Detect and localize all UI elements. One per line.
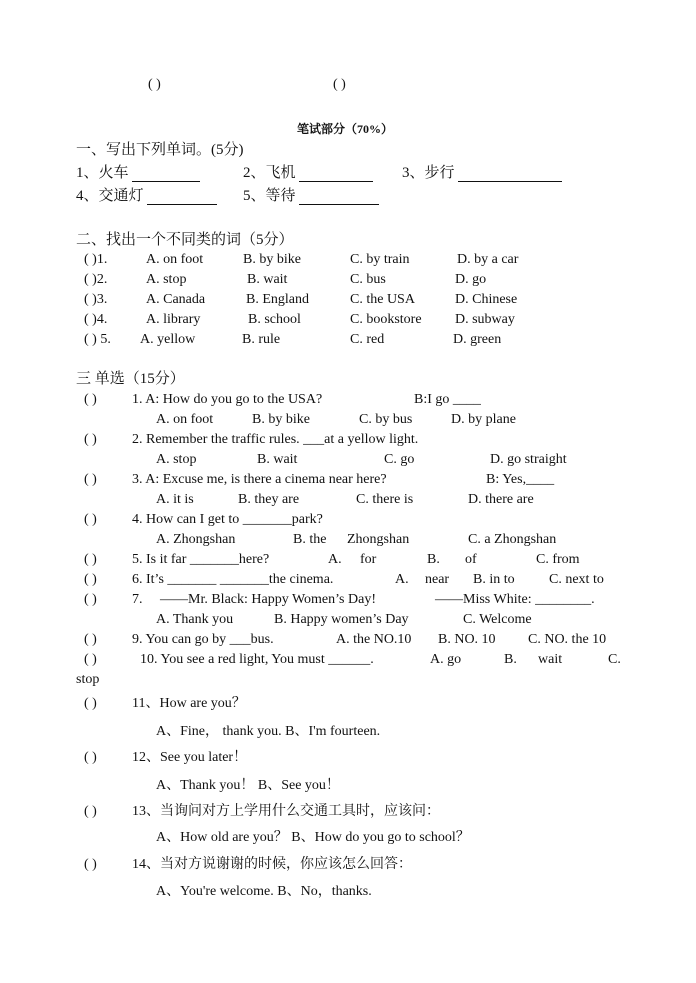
option-a-text: for [360,552,377,567]
option-b: B. [504,652,517,667]
answer-paren[interactable]: ( ) [84,432,97,447]
written-part-title: 笔试部分（70%） [297,122,394,136]
question-text: 14、当对方说谢谢的时候，你应该怎么回答： [132,857,412,872]
row-number[interactable]: ( )1. [84,252,108,267]
option-a: A. on foot [156,412,214,427]
answer-paren[interactable]: ( ) [84,750,97,765]
answer-paren[interactable]: ( ) [84,512,97,527]
question-13-options: A、How old are you？ B、How do you go to school？ [156,830,470,845]
answer-blank-2[interactable] [299,167,373,182]
option-a: A. [395,572,409,587]
answer-paren[interactable]: ( ) [84,472,97,487]
option-a: A. Zhongshan [156,532,236,547]
question-14 [84,856,644,874]
option-a: A. the NO.10 [336,632,412,647]
section2-row-2 [84,271,644,289]
question-12 [84,749,644,767]
option-b-cont: Zhongshan [347,532,410,547]
question-2 [84,431,644,449]
option-d: D. by plane [451,412,516,427]
question-text: 13、当询问对方上学用什么交通工具时，应该问： [132,804,440,819]
option-d: D. green [453,332,502,347]
option-a: A. stop [156,452,197,467]
option-b: B. in to [473,572,515,587]
option-c: C. next to [549,572,604,587]
question-text: 11、How are you？ [132,696,246,711]
question-text: 4. How can I get to _______park? [132,512,323,527]
answer-blank-4[interactable] [147,190,217,205]
question-number: 7. [132,592,143,607]
option-c: C. bookstore [350,312,422,327]
answer-blank-1[interactable] [132,167,200,182]
question-4-options [156,531,636,549]
question-1 [84,391,644,409]
section1-title: 一、写出下列单词。(5分) [76,142,244,158]
option-c: C. a Zhongshan [468,532,557,547]
option-d: D. go straight [490,452,567,467]
word-item-1: 1、火车 [76,165,129,181]
question-3 [84,471,644,489]
question-6 [84,571,644,589]
option-c: C. go [384,452,415,467]
answer-blank-3[interactable] [458,167,562,182]
option-c: C. there is [356,492,414,507]
question-12-options: A、Thank you！ B、See you！ [156,778,340,793]
option-a: A. yellow [140,332,196,347]
question-5 [84,551,644,569]
answer-paren[interactable]: ( ) [84,632,97,647]
answer-paren[interactable]: ( ) [84,857,97,872]
answer-paren[interactable]: ( ) [84,592,97,607]
option-b: B. school [248,312,301,327]
word-item-2: 2、飞机 [243,165,296,181]
row-number[interactable]: ( )2. [84,272,108,287]
question-9 [84,631,644,649]
question-text: 5. Is it far _______here? [132,552,270,567]
question-text: 12、See you later！ [132,750,248,765]
question-7-options [156,611,636,629]
option-a: A. [328,552,342,567]
option-d: D. Chinese [455,292,518,307]
option-b: B. the [293,532,327,547]
option-b: B. Happy women’s Day [274,612,409,627]
option-b: B. rule [242,332,281,347]
row-number[interactable]: ( )3. [84,292,108,307]
option-b: B. wait [257,452,298,467]
option-d: D. go [455,272,487,287]
option-b-text: wait [538,652,563,667]
option-a: A. on foot [146,252,204,267]
option-d: D. there are [468,492,534,507]
section2-row-3 [84,291,644,309]
answer-paren[interactable]: ( ) [84,392,97,407]
option-b: B. [427,552,440,567]
option-a: A. Canada [146,292,206,307]
answer-paren[interactable]: ( ) [84,552,97,567]
row-number[interactable]: ( )4. [84,312,108,327]
question-11-options: A、Fine， thank you. B、I'm fourteen. [156,724,381,739]
option-b: B. by bike [243,252,301,267]
word-item-5: 5、等待 [243,188,296,204]
option-b: B. wait [247,272,288,287]
word-item-3: 3、步行 [402,165,455,181]
answer-blank-5[interactable] [299,190,379,205]
question-response: B: Yes,____ [486,472,555,487]
section1-row2 [76,187,676,207]
answer-paren[interactable]: ( ) [84,652,97,667]
question-4 [84,511,644,529]
question-7 [84,591,644,609]
section1-row1 [76,164,676,184]
option-a: A. go [430,652,462,667]
option-b-text: of [465,552,477,567]
option-a: A. stop [146,272,187,287]
option-d: D. subway [455,312,515,327]
question-3-options [156,491,636,509]
option-c: C. by train [350,252,410,267]
option-d: D. by a car [457,252,519,267]
word-item-4: 4、交通灯 [76,188,144,204]
option-c: C. from [536,552,580,567]
option-c: C. by bus [359,412,413,427]
answer-paren[interactable]: ( ) [84,804,97,819]
question-14-options: A、You're welcome. B、No，thanks. [156,884,372,899]
dialogue-line-a: ——Mr. Black: Happy Women’s Day! [160,592,376,607]
question-2-options [156,451,636,469]
option-c: C. red [350,332,385,347]
section2-row-1 [84,251,644,269]
question-text: 2. Remember the traffic rules. ___at a yellow light. [132,432,419,447]
option-a: A. library [146,312,201,327]
dialogue-line-b: ——Miss White: ________. [435,592,595,607]
question-10 [84,651,644,669]
section2-row-5 [84,331,644,349]
question-text: 10. You see a red light, You must ______. [140,652,374,667]
option-b: B. they are [238,492,300,507]
question-response: B:I go ____ [414,392,481,407]
option-a: A. it is [156,492,194,507]
section2-title: 二、找出一个不同类的词（5分） [76,232,294,248]
option-b: B. England [246,292,309,307]
question-text: 1. A: How do you go to the USA? [132,392,323,407]
section2-row-4 [84,311,644,329]
question-text: 3. A: Excuse me, is there a cinema near here? [132,472,387,487]
option-c: C. NO. the 10 [528,632,607,647]
option-a: A. Thank you [156,612,234,627]
question-10-wrap: stop [76,672,100,687]
row-number[interactable]: ( ) 5. [84,332,111,347]
section3-title: 三 单选（15分） [76,371,185,387]
top-paren-left: ( ) [148,77,161,92]
answer-paren[interactable]: ( ) [84,696,97,711]
option-c: C. the USA [350,292,415,307]
question-text: 6. It’s _______ _______the cinema. [132,572,334,587]
option-b: B. by bike [252,412,310,427]
question-11 [84,695,644,713]
top-paren-right: ( ) [333,77,346,92]
question-13 [84,803,644,821]
option-c: C. Welcome [463,612,532,627]
option-c: C. bus [350,272,386,287]
question-1-options [156,411,636,429]
answer-paren[interactable]: ( ) [84,572,97,587]
option-b: B. NO. 10 [438,632,496,647]
option-a-text: near [425,572,450,587]
question-text: 9. You can go by ___bus. [132,632,274,647]
option-c: C. [608,652,621,667]
